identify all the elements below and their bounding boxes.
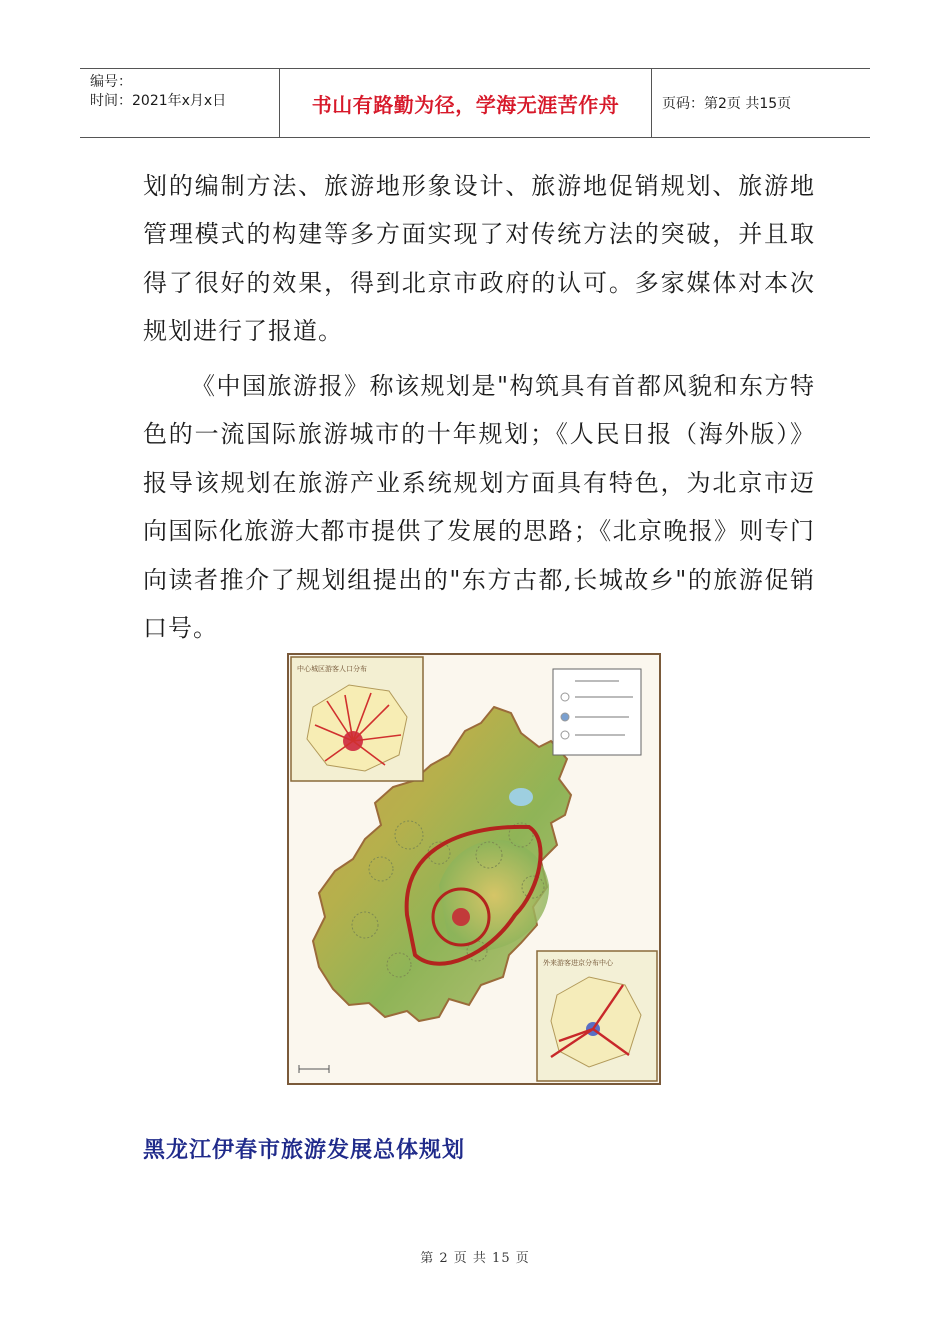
header-page-info (652, 69, 870, 137)
section-heading: 黑龙江伊春市旅游发展总体规划 (143, 1138, 466, 1163)
page-footer: 第 2 页 共 15 页 (420, 1251, 530, 1266)
map-legend (553, 669, 641, 755)
page-info-text: 页码：第2页 共15页 (662, 96, 792, 112)
scale-bar (299, 1065, 329, 1073)
serial-label: 编号： (90, 74, 132, 90)
inset-bottom-right (537, 951, 657, 1081)
header-meta (80, 69, 280, 137)
header-motto-cell (280, 69, 652, 137)
inset-top-title: 中心城区游客人口分布 (297, 665, 367, 673)
paragraph-2: 《中国旅游报》称该规划是"构筑具有首都风貌和东方特色的一流国际旅游城市的十年规划；《人民日报（海外版）》报导该规划在旅游产业系统规划方面具有特色，为北京市迈向国际化旅游大都市提供了发展的思路；《北京晚报》则专门向读者推介了规划组提出的"东方古都,长城故乡"的旅游促销口号。 (143, 372, 815, 643)
paragraph-1: 划的编制方法、旅游地形象设计、旅游地促销规划、旅游地管理模式的构建等多方面实现了对传统方法的突破，并且取得了很好的效果，得到北京市政府的认可。多家媒体对本次规划进行了报道。 (143, 172, 815, 346)
date-label: 时间：2021年x月x日 (90, 93, 227, 109)
document-header (80, 68, 870, 138)
motto-text: 书山有路勤为径，学海无涯苦作舟 (311, 92, 620, 117)
beijing-tourism-map (287, 653, 661, 1085)
inset-top-left (291, 657, 423, 781)
map-graphic (289, 655, 659, 1083)
inset-bottom-title: 外来游客进京分布中心 (543, 959, 613, 967)
